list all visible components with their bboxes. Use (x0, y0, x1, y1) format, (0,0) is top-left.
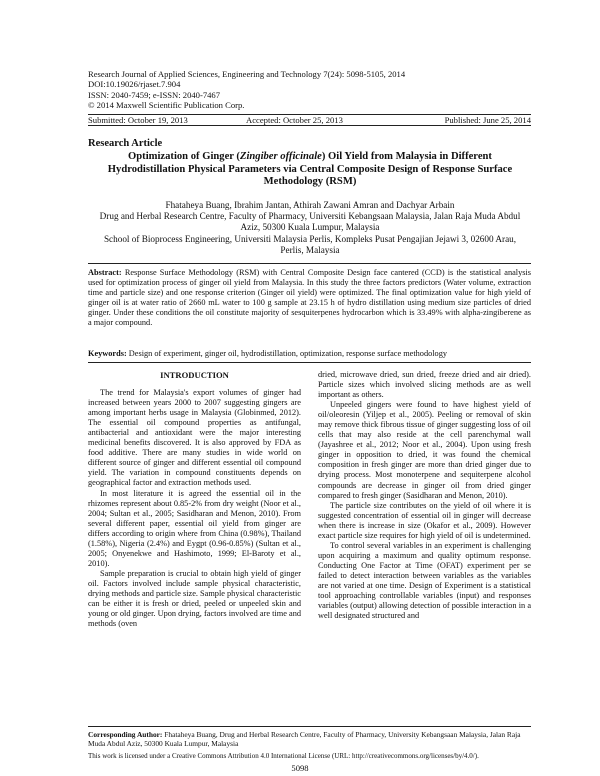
abstract (88, 268, 531, 329)
affiliation-2: School of Bioprocess Engineering, Universiti Malaysia Perlis, Kompleks Pusat Pengajian Jejawi 3, 02600 Arau, Perlis, Malaysia (103, 233, 517, 255)
left-column (88, 370, 301, 629)
copyright: © 2014 Maxwell Scientific Publication Corp. (88, 100, 245, 111)
paragraph: The trend for Malaysia's export volumes of ginger had increased between years 2000 to 2007 suggesting gingers are among important herbs usage in Malaysia (Globinmed, 2012). The essential oil compound properties as antifungal, antibacterial and antioxidant were the major interesting medicinal benefits discovered. It is also approved by FDA as food additive. There are many studies in wide world on different source of ginger and different essential oil compound yield. The variation in compound constituents depends on geographical factor and extraction methods used. (88, 388, 301, 488)
accepted-date: Accepted: October 25, 2013 (246, 115, 343, 125)
abstract-top-rule (88, 263, 531, 264)
author-names: Fhataheya Buang, Ibrahim Jantan, Athirah Zawani Amran and Dachyar Arbain (165, 200, 455, 210)
paper-title (100, 151, 520, 189)
keywords-text: Design of experiment, ginger oil, hydrodistillation, optimization, response surface methodology (128, 349, 448, 358)
submitted-date: Submitted: October 19, 2013 (88, 115, 188, 125)
page-number: 5098 (291, 763, 309, 773)
right-column (318, 370, 531, 621)
keywords (88, 349, 531, 359)
dates-bar (88, 114, 531, 126)
abstract-label: Abstract: (88, 268, 122, 277)
title-pre: Optimization of Ginger ( (128, 151, 240, 162)
keywords-label: Keywords: (88, 349, 127, 358)
section-heading-introduction: INTRODUCTION (160, 370, 229, 380)
journal-citation: Research Journal of Applied Sciences, Engineering and Technology 7(24): 5098-5105, 2014 (88, 69, 406, 79)
corresponding-author-label: Corresponding Author: (88, 730, 163, 739)
journal-header (88, 69, 405, 111)
paragraph: To control several variables in an experiment is challenging upon acquiring a maximum and quality optimum response. Conducting One Factor at Time (OFAT) experiment per se failed to detect interaction between variables as the variables are not varied at one time. Design of Experiment is a statistical tool approaching controllable variables (input) and responses variables (output) allowing detection of possible interaction in a well designated structured and (318, 540, 531, 621)
doi: DOI:10.19026/rjaset.7.904 (88, 79, 181, 90)
paragraph: Unpeeled gingers were found to have highest yield of oil/oleoresin (Yiljep et al., 2005). Peeling or removal of skin may remove thick fibrous tissue of ginger suggesting loss of oil cells that may also reside at the cell parenchymal wall (Jayashree et al., 2012; Noor et al., 2004). Upon using fresh ginger in opposition to dried, it was found the chemical composition in fresh ginger are more than dried ginger due to drying process. Most monoterpene and sequiterpene alcohol compounds are decrease in ginger oil from dried ginger compared to fresh ginger (Sasidharan and Menon, 2010). (318, 400, 531, 500)
corresponding-author-text: Fhataheya Buang, Drug and Herbal Research Centre, Faculty of Pharmacy, University Kebangsaan Malaysia, Jalan Raja Muda Abdul Aziz, 50300 Kuala Lumpur, Malaysia (88, 730, 521, 748)
affiliation-1: Drug and Herbal Research Centre, Faculty of Pharmacy, Universiti Kebangsaan Malaysia, Jalan Raja Muda Abdul Aziz, 50300 Kuala Lumpur, Malaysia (99, 211, 521, 233)
paragraph: Sample preparation is crucial to obtain high yield of ginger oil. Factors involved include sample physical characteristic, drying methods and particle size. Sample physical characteristic can be either it is fresh or dried, peeled or unpeeled skin and young or old ginger. Upon drying, factors involved are time and methods (oven (88, 568, 301, 629)
keywords-bottom-rule (88, 362, 531, 363)
corresponding-author (88, 730, 531, 748)
published-date: Published: June 25, 2014 (444, 115, 531, 125)
footer-rule (88, 726, 531, 727)
paragraph: In most literature it is agreed the essential oil in the rhizomes represent about 0.85-2% from dry weight (Noor et al., 2004; Sultan et al., 2005; Sasidharan and Menon, 2010). From several different paper, essential oil yield from ginger are differs according to origin where from China (0.98%), Thailand (1.58%), Nigeria (2.4%) and Eygpt (0.96-0.85%) (Sultan et al., 2005; Onyenekwe and Hashimoto, 1999; El-Baroty et al., 2010). (88, 488, 301, 568)
paragraph: The particle size contributes on the yield of oil where it is suggested concentration of essential oil in ginger will decrease when there is increase in size (Okafor et al., 2009). However exact particle size requires for high yield of oil is undetermined. (318, 500, 531, 540)
abstract-text: Response Surface Methodology (RSM) with Central Composite Design face cantered (CCD) is the statistical analysis used for optimization process of ginger oil yield from Malaysia. In this study the three factors predictors (Water volume, extraction time and particle size) and one response criterion (Ginger oil yield) were optimized. The final optimization value for high yield of ginger oil is at water ratio of 2660 mL water to 100 g sample at 23.15 h of hydro distillation using medium size particles of dried ginger. Under these conditions the oil constitute majority of sesquiterpenes hydrocarbon which is 33.49% with alpha-zingiberene as a major compound. (88, 268, 532, 328)
title-species: Zingiber officinale (239, 151, 322, 162)
paragraph: dried, microwave dried, sun dried, freeze dried and air dried). Particle sizes which involved slicing methods are as well important as others. (318, 370, 531, 400)
title-post: ) Oil Yield from Malaysia in Different Hydrodistillation Physical Parameters via Central Composite Design of Response Surface Methodology (RSM) (107, 151, 513, 188)
issn: ISSN: 2040-7459; e-ISSN: 2040-7467 (88, 89, 221, 100)
author-block (96, 200, 524, 256)
article-type: Research Article (88, 138, 163, 149)
license-note: This work is licensed under a Creative Commons Attribution 4.0 International License (URL: http://creativecommons.org/licenses/by/4.0/). (88, 752, 479, 760)
